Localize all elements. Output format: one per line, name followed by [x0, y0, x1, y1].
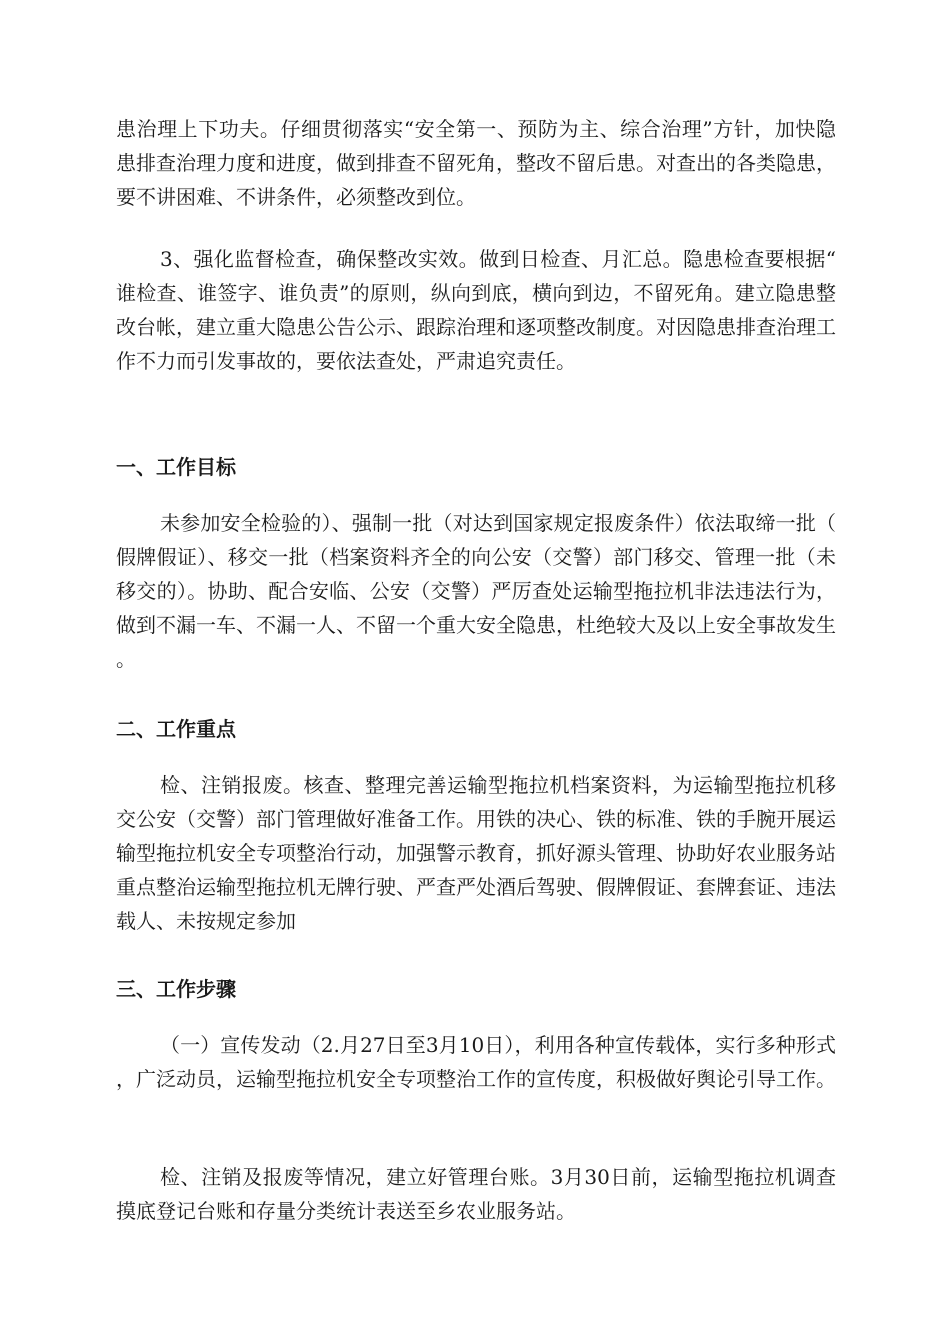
heading-work-goals: 一、工作目标	[116, 455, 236, 479]
paragraph-work-goals: 未参加安全检验的）、强制一批（对达到国家规定报废条件）依法取缔一批（假牌假证）、移交一批（档案资料齐全的向公安（交警）部门移交、管理一批（未移交的）。协助、配合安临、公安（交警）严厉查处运输型拖拉机非法违法行为，做到不漏一车、不漏一人、不留一个重大安全隐患，杜绝较大及以上安全事故发生。	[116, 511, 836, 671]
paragraph-hazard-rectification: 患治理上下功夫。仔细贯彻落实“安全第一、预防为主、综合治理”方针，加快隐患排查治理力度和进度，做到排查不留死角，整改不留后患。对查出的各类隐患，要不讲困难、不讲条件，必须整改到位。	[116, 117, 836, 209]
paragraph-work-focus: 检、注销报废。核查、整理完善运输型拖拉机档案资料，为运输型拖拉机移交公安（交警）部门管理做好准备工作。用铁的决心、铁的标准、铁的手腕开展运输型拖拉机安全专项整治行动，加强警示教育，抓好源头管理、协助好农业服务站重点整治运输型拖拉机无牌行驶、严查严处酒后驾驶、假牌假证、套牌套证、违法载人、未按规定参加	[116, 773, 836, 933]
paragraph-ledger-registration: 检、注销及报废等情况，建立好管理台账。3月30日前，运输型拖拉机调查摸底登记台账和存量分类统计表送至乡农业服务站。	[116, 1165, 836, 1223]
paragraph-supervision-inspection: 3、强化监督检查，确保整改实效。做到日检查、月汇总。隐患检查要根据“谁检查、谁签字、谁负责”的原则，纵向到底，横向到边，不留死角。建立隐患整改台帐，建立重大隐患公告公示、跟踪治理和逐项整改制度。对因隐患排查治理工作不力而引发事故的，要依法查处，严肃追究责任。	[116, 247, 836, 373]
heading-work-focus: 二、工作重点	[116, 717, 236, 741]
paragraph-publicity-mobilization: （一）宣传发动（2.月27日至3月10日），利用各种宣传载体，实行多种形式，广泛动员，运输型拖拉机安全专项整治工作的宣传度，积极做好舆论引导工作。	[116, 1033, 836, 1091]
heading-work-steps: 三、工作步骤	[116, 977, 236, 1001]
